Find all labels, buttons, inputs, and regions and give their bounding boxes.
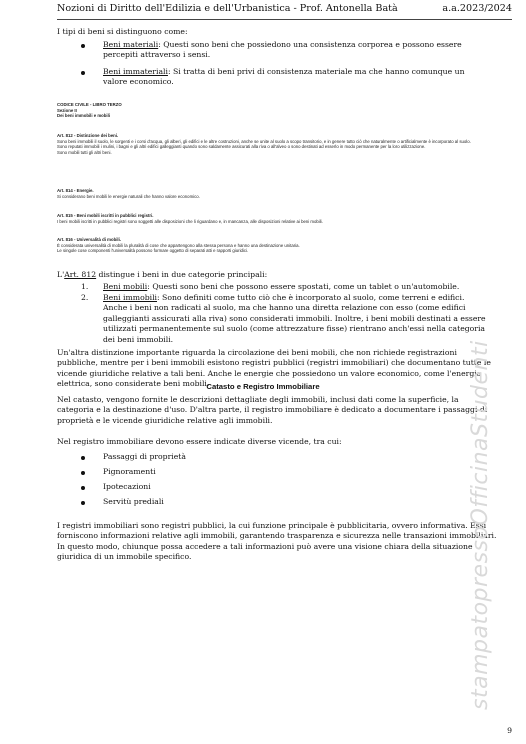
art-814-title: Art. 814 - Energie. <box>57 188 94 193</box>
category-text: : Questi sono beni che possono essere spostati, come un tablet o un'automobile. <box>147 282 460 291</box>
art-814-p1: Si considerano beni mobili le energie naturali che hanno valore economico. <box>57 193 200 199</box>
header-title: Nozioni di Diritto dell'Edilizia e dell'Urbanistica - Prof. Antonella Batà <box>57 3 398 14</box>
art-812-p3: Sono mobili tutti gli altri beni. <box>57 149 112 155</box>
art-816-p1: È considerata universalità di mobili la pluralità di cose che appartengono alla stessa persona e hanno una destinazione unitaria. <box>57 242 300 248</box>
bullet-icon <box>81 486 85 490</box>
codice-line2: Sezione II <box>57 107 77 113</box>
bullet-icon <box>81 44 85 48</box>
art-816-block <box>57 237 497 254</box>
art-ref: Art. 812 <box>64 270 97 279</box>
art-812-p1: Sono beni immobili il suolo, le sorgenti e i corsi d'acqua, gli alberi, gli edifici e le altre costruzioni, anche se unite al suolo a scopo transitorio, e in genere tutto ciò che naturalmente o artificialmente è incorporato al suolo. <box>57 138 471 144</box>
section-title: Catasto e Registro Immobiliare <box>206 382 320 391</box>
category-text: : Sono definiti come tutto ciò che è incorporato al suolo, come terreni e edifici. Anche i beni non radicati al suolo, ma che hanno una diretta relazione con esso (come edifici galleggianti assicurati alla riva) sono considerati immobili. Inoltre, i beni mobili destinati a essere utilizzati permanentemente sul suolo (come attrezzature fisse) rientrano anch'essi nella categoria dei beni immobili. <box>103 293 486 344</box>
category-item-mobili <box>103 282 488 292</box>
art-815-block <box>57 213 497 224</box>
intro-text: I tipi di beni si distinguono come: <box>57 27 188 36</box>
type-text: : Si tratta di beni privi di consistenza materiale ma che hanno comunque un valore economico. <box>103 67 465 87</box>
para-finale: I registri immobiliari sono registri pubblici, la cui funzione principale è pubblicitaria, ovvero informativa. Essi forniscono informazioni relative agli immobili, garantendo trasparenza e sicurezza nelle transazioni immobiliari. In questo modo, chiunque possa accedere a tali informazioni può avere una visione chiara della situazione giuridica di un immobile specifico. <box>57 521 497 562</box>
art-intro-pre: L' <box>57 270 65 279</box>
registro-item: Servitù prediali <box>103 497 164 506</box>
type-text: : Questi sono beni che possiedono una consistenza corporea e possono essere percepiti attraverso i sensi. <box>103 40 462 60</box>
registro-intro: Nel registro immobiliare devono essere indicate diverse vicende, tra cui: <box>57 437 342 446</box>
art-815-p1: I beni mobili iscritti in pubblici registri sono soggetti alle disposizioni che li riguardano e, in mancanza, alle disposizioni relative ai beni mobili. <box>57 218 323 224</box>
page-number: 9 <box>507 726 512 735</box>
art-812-p2: Sono reputati immobili i mulini, i bagni e gli altri edifici galleggianti quando sono saldamente assicurati alla riva o all'alveo o sono destinati ad esserlo in modo permanente per la loro utilizzazione. <box>57 144 426 150</box>
art-815-title: Art. 815 - Beni mobili iscritti in pubblici registri. <box>57 213 154 218</box>
watermark: stampatopressoOfficinaStudenti <box>468 340 493 710</box>
registro-item: Passaggi di proprietà <box>103 452 186 461</box>
list-number: 2. <box>81 293 89 302</box>
category-term: Beni immobili <box>103 293 158 302</box>
art-816-title: Art. 816 - Universalità di mobili. <box>57 237 121 242</box>
codice-header <box>57 102 497 119</box>
art-812-block <box>57 133 497 155</box>
category-item-immobili <box>103 293 488 345</box>
art-814-block <box>57 188 497 199</box>
list-number: 1. <box>81 282 89 291</box>
art-816-p2: Le singole cose componenti l'universalità possono formare oggetto di separati atti e rapporti giuridici. <box>57 248 249 254</box>
header-divider <box>57 19 512 20</box>
registro-item: Pignoramenti <box>103 467 156 476</box>
bullet-icon <box>81 471 85 475</box>
bullet-icon <box>81 501 85 505</box>
registro-item: Ipotecazioni <box>103 482 151 491</box>
codice-line3: Dei beni immobili e mobili <box>57 113 111 119</box>
bullet-icon <box>81 71 85 75</box>
art-812-intro <box>57 270 497 280</box>
para-distinzione: Un'altra distinzione importante riguarda la circolazione dei beni mobili, che non richiede registrazioni pubbliche, mentre per i beni immobili esistono registri pubblici (registri immobiliari) che documentano tutte le vicende giuridiche relative a tali beni. Anche le energie che possiedono un valore economico, come l'energia elettrica, sono considerate beni mobili. <box>57 348 491 389</box>
codice-line1: CODICE CIVILE - LIBRO TERZO <box>57 102 122 107</box>
type-item-immateriali <box>103 67 488 88</box>
para-catasto: Nel catasto, vengono fornite le descrizioni dettagliate degli immobili, inclusi dati come la superficie, la categoria e la destinazione d'uso. D'altra parte, il registro immobiliare è dedicato a documentare i passaggi di proprietà e le vicende giuridiche relative agli immobili. <box>57 395 488 425</box>
category-term: Beni mobili <box>103 282 148 291</box>
bullet-icon <box>81 456 85 460</box>
art-812-title: Art. 812 - Distinzione dei beni. <box>57 133 119 138</box>
art-intro-post: distingue i beni in due categorie principali: <box>96 270 268 279</box>
header-year: a.a.2023/2024 <box>442 3 512 14</box>
type-term: Beni materiali <box>103 40 159 49</box>
type-item-materiali <box>103 40 488 61</box>
type-term: Beni immateriali <box>103 67 168 76</box>
